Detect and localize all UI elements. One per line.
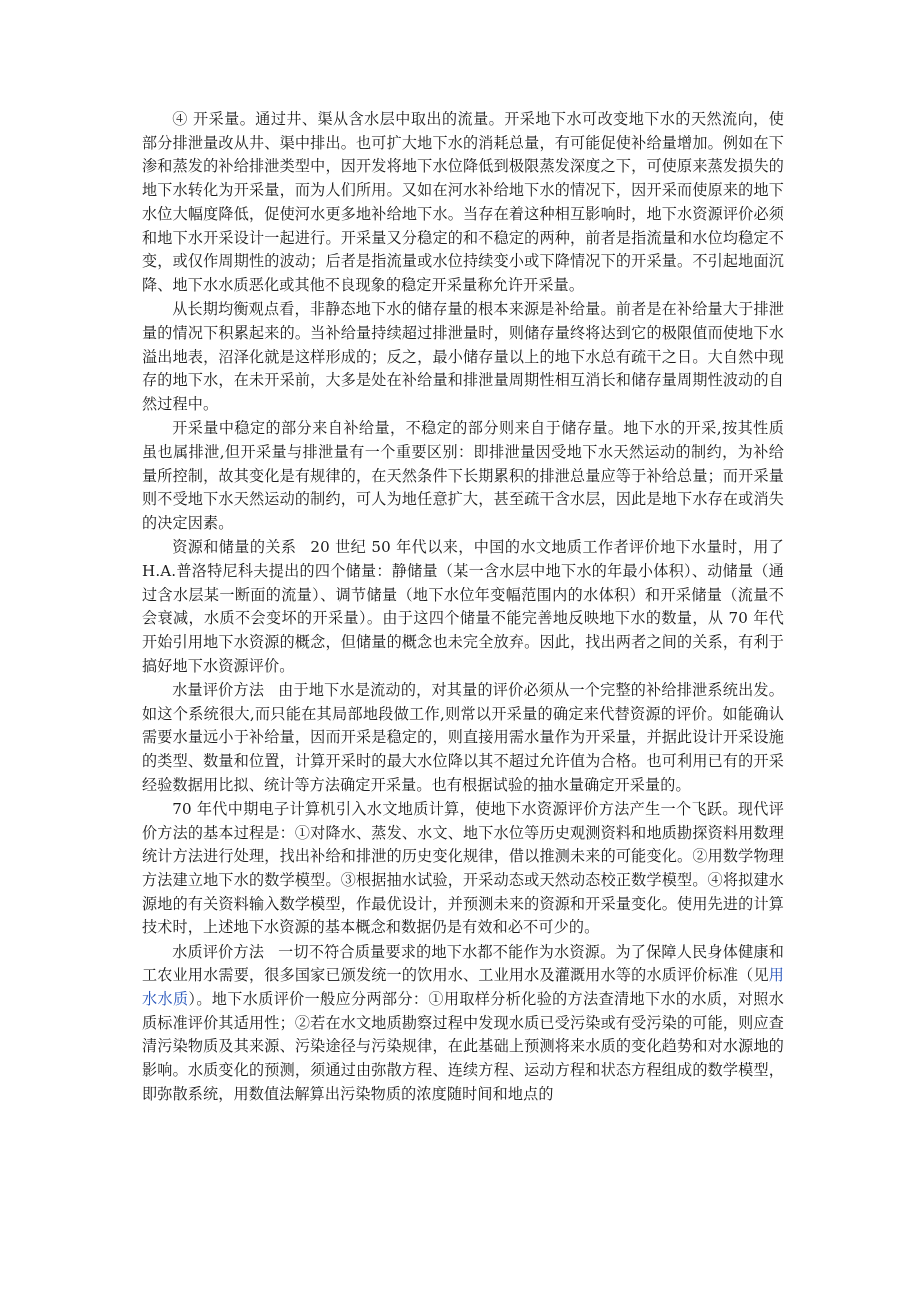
paragraph-text: ）。地下水质评价一般应分两部分：①用取样分析化验的方法查清地下水的水质，对照水质标准评价其适用性；②若在水文地质勘察过程中发现水质已受污染或有受污染的可能，则应查清污染物质及其来源、污染途径与污染规律，在此基础上预测将来水质的变化趋势和对水源地的影响。水质变化的预测，须通过由弥散方程、连续方程、运动方程和状态方程组成的数学模型，即弥散系统，用数值法解算出污染物质的浓度随时间和地点的 — [142, 990, 784, 1103]
water-quality-link[interactable]: 用水水质 — [142, 966, 784, 1009]
paragraph-text: 从长期均衡观点看，非静态地下水的储存量的根本来源是补给量。前者是在补给量大于排泄量的情况下积累起来的。当补给量持续超过排泄量时，则储存量终将达到它的极限值而使地下水溢出地表，沼泽化就是这样形成的；反之，最小储存量以上的地下水总有疏干之日。大自然中现存的地下水，在未开采前，大多是处在补给量和排泄量周期性相互消长和储存量周期性波动的自然过程中。 — [142, 300, 784, 413]
paragraph-text: ④ 开采量。通过井、渠从含水层中取出的流量。开采地下水可改变地下水的天然流向，使部分排泄量改从井、渠中排出。也可扩大地下水的消耗总量，有可能促使补给量增加。例如在下渗和蒸发的补给排泄类型中，因开发将地下水位降低到极限蒸发深度之下，可使原来蒸发损失的地下水转化为开采量，而为人们所用。又如在河水补给地下水的情况下，因开采而使原来的地下水位大幅度降低，促使河水更多地补给地下水。当存在着这种相互影响时，地下水资源评价必须和地下水开采设计一起进行。开采量又分稳定的和不稳定的两种，前者是指流量和水位均稳定不变，或仅作周期性的波动；后者是指流量或水位持续变小或下降情况下的开采量。不引起地面沉降、地下水水质恶化或其他不良现象的稳定开采量称允许开采量。 — [142, 110, 784, 294]
section-heading: 水量评价方法 — [172, 680, 265, 699]
document-page — [142, 108, 784, 1107]
paragraph-resources-reserves — [142, 536, 784, 678]
paragraph-text: 一切不符合质量要求的地下水都不能作为水资源。为了保障人民身体健康和工农业用水需要，很多国家已颁发统一的饮用水、工业用水及灌溉用水等的水质评价标准（见 — [142, 942, 784, 985]
paragraph-stable-unstable — [142, 417, 784, 536]
paragraph-quantity-evaluation — [142, 679, 784, 798]
paragraph-text: 由于地下水是流动的，对其量的评价必须从一个完整的补给排泄系统出发。如这个系统很大,而只能在其局部地段做工作,则常以开采量的确定来代替资源的评价。如能确认需要水量远小于补给量，因而开采是稳定的，则直接用需水量作为开采量，并据此设计开采设施的类型、数量和位置，计算开采时的最大水位降以其不超过允许值为合格。也可利用已有的开采经验数据用比拟、统计等方法确定开采量。也有根据试验的抽水量确定开采量的。 — [142, 680, 784, 794]
paragraph-quality-evaluation — [142, 941, 784, 1107]
section-heading: 水质评价方法 — [172, 942, 265, 961]
paragraph-computer-methods — [142, 798, 784, 940]
paragraph-storage-origin — [142, 298, 784, 417]
paragraph-extraction-volume — [142, 108, 784, 298]
paragraph-text: 20 世纪 50 年代以来，中国的水文地质工作者评价地下水量时，用了 H.A.普洛特尼科夫提出的四个储量：静储量（某一含水层中地下水的年最小体积）、动储量（通过含水层某一断面的流量）、调节储量（地下水位年变幅范围内的水体积）和开采储量（流量不会衰减，水质不会变坏的开采量）。由于这四个储量不能完善地反映地下水的数量，从 70 年代开始引用地下水资源的概念，但储量的概念也未完全放弃。因此，找出两者之间的关系，有利于搞好地下水资源评价。 — [142, 538, 784, 675]
paragraph-text: 开采量中稳定的部分来自补给量，不稳定的部分则来自于储存量。地下水的开采,按其性质虽也属排泄,但开采量与排泄量有一个重要区别：即排泄量因受地下水天然运动的制约，为补给量所控制，故其变化是有规律的，在天然条件下长期累积的排泄总量应等于补给总量；而开采量则不受地下水天然运动的制约，可人为地任意扩大，甚至疏干含水层，因此是地下水存在或消失的决定因素。 — [142, 419, 784, 532]
paragraph-text: 70 年代中期电子计算机引入水文地质计算，使地下水资源评价方法产生一个飞跃。现代评价方法的基本过程是：①对降水、蒸发、水文、地下水位等历史观测资料和地质勘探资料用数理统计方法进行处理，找出补给和排泄的历史变化规律，借以推测未来的可能变化。②用数学物理方法建立地下水的数学模型。③根据抽水试验，开采动态或天然动态校正数学模型。④将拟建水源地的有关资料输入数学模型，作最优设计，并预测未来的资源和开采量变化。使用先进的计算技术时，上述地下水资源的基本概念和数据仍是有效和必不可少的。 — [142, 799, 784, 937]
section-heading: 资源和储量的关系 — [172, 538, 297, 557]
